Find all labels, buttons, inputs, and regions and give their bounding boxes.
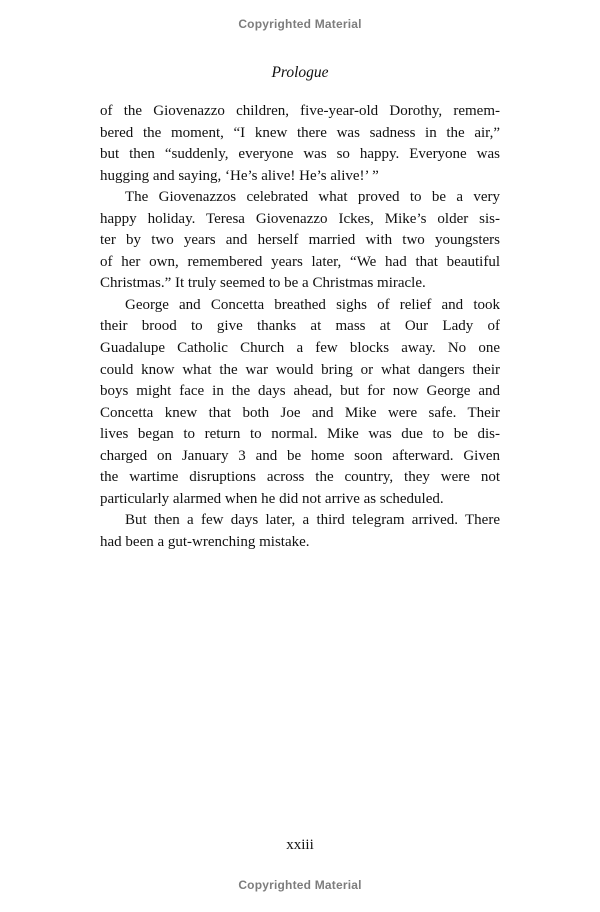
text-line: hugging and saying, ‘He’s alive! He’s alive!’ ”	[100, 167, 379, 184]
text-line: lives began to return to normal. Mike was due to be dis-	[100, 426, 500, 443]
copyright-notice-top: Copyrighted Material	[238, 17, 362, 31]
text-line: But then a few days later, a third telegram arrived. There	[125, 512, 500, 529]
text-line: Guadalupe Catholic Church a few blocks away. No one	[100, 340, 500, 357]
paragraph	[100, 101, 500, 187]
text-line: The Giovenazzos celebrated what proved to be a very	[125, 189, 500, 206]
running-header-prologue: Prologue	[271, 64, 329, 81]
text-line: but then “suddenly, everyone was so happy. Everyone was	[100, 146, 500, 163]
paragraph	[100, 510, 500, 553]
text-line: could know what the war would bring or what dangers their	[100, 361, 500, 378]
text-line: charged on January 3 and be home soon afterward. Given	[100, 447, 500, 464]
text-line: bered the moment, “I knew there was sadness in the air,”	[100, 124, 500, 141]
body-text	[100, 101, 500, 553]
text-line: had been a gut-wrenching mistake.	[100, 533, 310, 550]
text-line: of her own, remembered years later, “We had that beautiful	[100, 253, 500, 270]
text-line: particularly alarmed when he did not arrive as scheduled.	[100, 490, 444, 507]
text-line: Concetta knew that both Joe and Mike were safe. Their	[100, 404, 500, 421]
page-number: xxiii	[286, 837, 314, 853]
text-line: of the Giovenazzo children, five-year-old Dorothy, remem-	[100, 103, 500, 119]
copyright-notice-bottom: Copyrighted Material	[238, 878, 362, 892]
text-line: Christmas.” It truly seemed to be a Christmas miracle.	[100, 275, 426, 292]
paragraph	[100, 187, 500, 295]
text-line: boys might face in the days ahead, but for now George and	[100, 383, 500, 400]
text-line: George and Concetta breathed sighs of relief and took	[125, 296, 500, 313]
text-line: ter by two years and herself married with two youngsters	[100, 232, 500, 249]
text-line: happy holiday. Teresa Giovenazzo Ickes, Mike’s older sis-	[100, 210, 500, 227]
paragraph	[100, 295, 500, 510]
text-line: the wartime disruptions across the country, they were not	[100, 469, 500, 486]
text-line: their brood to give thanks at mass at Our Lady of	[100, 318, 500, 335]
